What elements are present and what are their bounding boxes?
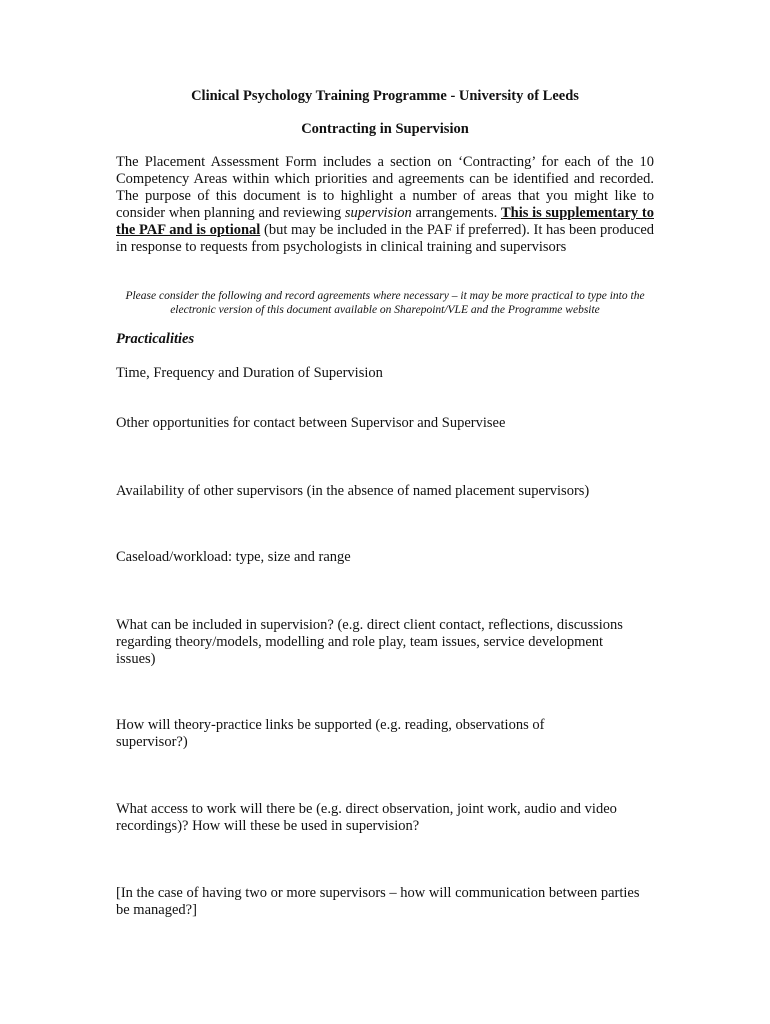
intro-italic-word: supervision [344, 205, 412, 221]
intro-text-part3: (but may be included in the PAF if preferred). It has been produced in response to requests from psychologists in clinical training and supervisors [116, 222, 655, 255]
question-item: Other opportunities for contact between Supervisor and Supervisee [116, 415, 506, 431]
document-subtitle: Contracting in Supervision [301, 121, 469, 137]
document-title: Clinical Psychology Training Programme - University of Leeds [191, 88, 579, 104]
intro-text-part2: arrangements. [411, 205, 501, 221]
section-heading-practicalities: Practicalities [116, 331, 195, 347]
instruction-note: Please consider the following and record agreements where necessary – it may be more practical to type into the electronic version of this document available on Sharepoint/VLE and the Programme website [125, 290, 645, 316]
intro-text-part1: The Placement Assessment Form includes a section on ‘Contracting’ for each of the 10 Competency Areas within which priorities and agreements can be identified and recorded. The purpose of this document is to highlight a number of areas that you might like to consider when planning and reviewing [116, 154, 654, 221]
intro-paragraph [116, 154, 654, 256]
question-item: Time, Frequency and Duration of Supervision [116, 365, 383, 381]
question-item: How will theory-practice links be supported (e.g. reading, observations of supervisor?) [116, 717, 545, 750]
intro-emphasis: This is supplementary to the PAF and is optional [116, 205, 654, 238]
question-item: [In the case of having two or more supervisors – how will communication between parties be managed?] [116, 885, 640, 918]
question-item: Availability of other supervisors (in the absence of named placement supervisors) [116, 483, 590, 499]
question-item: What can be included in supervision? (e.g. direct client contact, reflections, discussions regarding theory/models, modelling and role play, team issues, service development issues) [116, 617, 623, 667]
question-item: Caseload/workload: type, size and range [116, 549, 351, 565]
question-item: What access to work will there be (e.g. direct observation, joint work, audio and video recordings)? How will these be used in supervision? [116, 801, 617, 834]
